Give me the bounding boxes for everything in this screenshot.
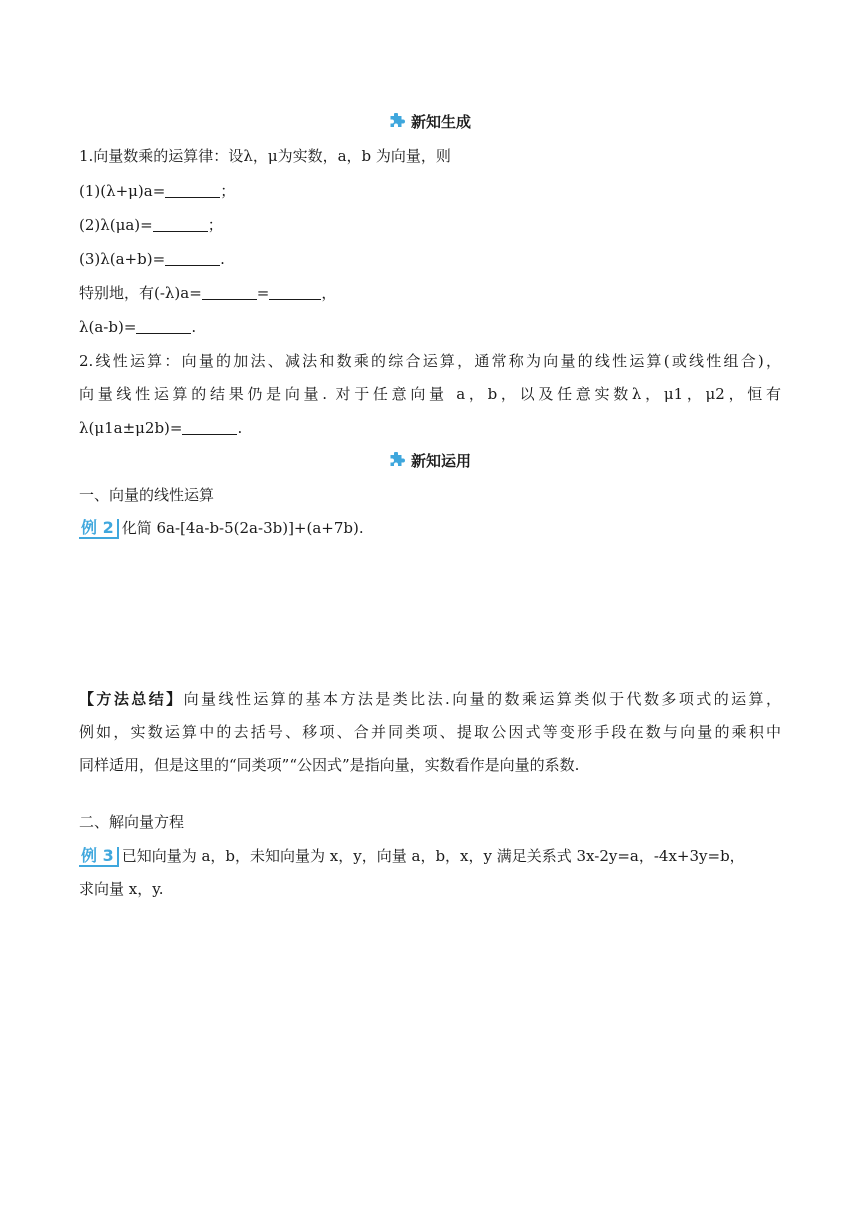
puzzle-icon (389, 113, 405, 134)
answer-blank (165, 182, 220, 198)
method-summary-line2: 例如，实数运算中的去括号、移项、合并同类项、提取公因式等变形手段在数与向量的乘积中 (79, 723, 781, 741)
example-2 (79, 518, 364, 539)
rules-intro: 1.向量数乘的运算律：设λ，μ为实数，a，b 为向量，则 (79, 147, 451, 165)
rule-3: (3)λ(a+b)= . (79, 250, 225, 268)
rule-4: λ(a-b)= . (79, 318, 197, 336)
linear-def-line3: λ(μ1a±μ2b)= . (79, 419, 243, 437)
example-badge: 例 3 (79, 847, 119, 867)
part2-heading: 二、解向量方程 (79, 813, 185, 831)
answer-blank (136, 318, 191, 334)
section-header-new-knowledge (0, 112, 860, 134)
rule-1: (1)(λ+μ)a= ； (79, 182, 236, 200)
section-title: 新知生成 (410, 113, 471, 131)
example-3-line2: 求向量 x，y. (79, 880, 164, 898)
linear-def-line2: 向量线性运算的结果仍是向量. 对于任意向量 a，b，以及任意实数λ，μ1，μ2，恒有 (79, 385, 781, 403)
rule-2: (2)λ(μa)= ； (79, 216, 223, 234)
answer-blank (182, 419, 237, 435)
example-text: 化简 6a-[4a-b-5(2a-3b)]+(a+7b). (121, 519, 364, 537)
example-text-line1: 已知向量为 a，b，未知向量为 x，y，向量 a，b，x，y 满足关系式 3x-2y=a，-4x+3y=b， (121, 847, 745, 865)
puzzle-icon (389, 452, 405, 473)
method-summary-line3: 同样适用，但是这里的“同类项”“公因式”是指向量，实数看作是向量的系数. (79, 756, 580, 774)
example-3 (79, 846, 745, 867)
section-title: 新知运用 (410, 452, 471, 470)
answer-blank (269, 284, 321, 300)
rule-special: 特别地，有(-λ)a= = ， (79, 284, 337, 302)
section-header-application (0, 451, 860, 473)
example-badge: 例 2 (79, 519, 119, 539)
method-summary-line1: 【方法总结】向量线性运算的基本方法是类比法.向量的数乘运算类似于代数多项式的运算， (79, 690, 781, 708)
answer-blank (153, 216, 208, 232)
linear-def-line1: 2.线性运算：向量的加法、减法和数乘的综合运算，通常称为向量的线性运算(或线性组合)， (79, 352, 781, 370)
part1-heading: 一、向量的线性运算 (79, 486, 215, 504)
answer-blank (165, 250, 220, 266)
method-label: 【方法总结】 (79, 690, 184, 708)
answer-blank (202, 284, 257, 300)
